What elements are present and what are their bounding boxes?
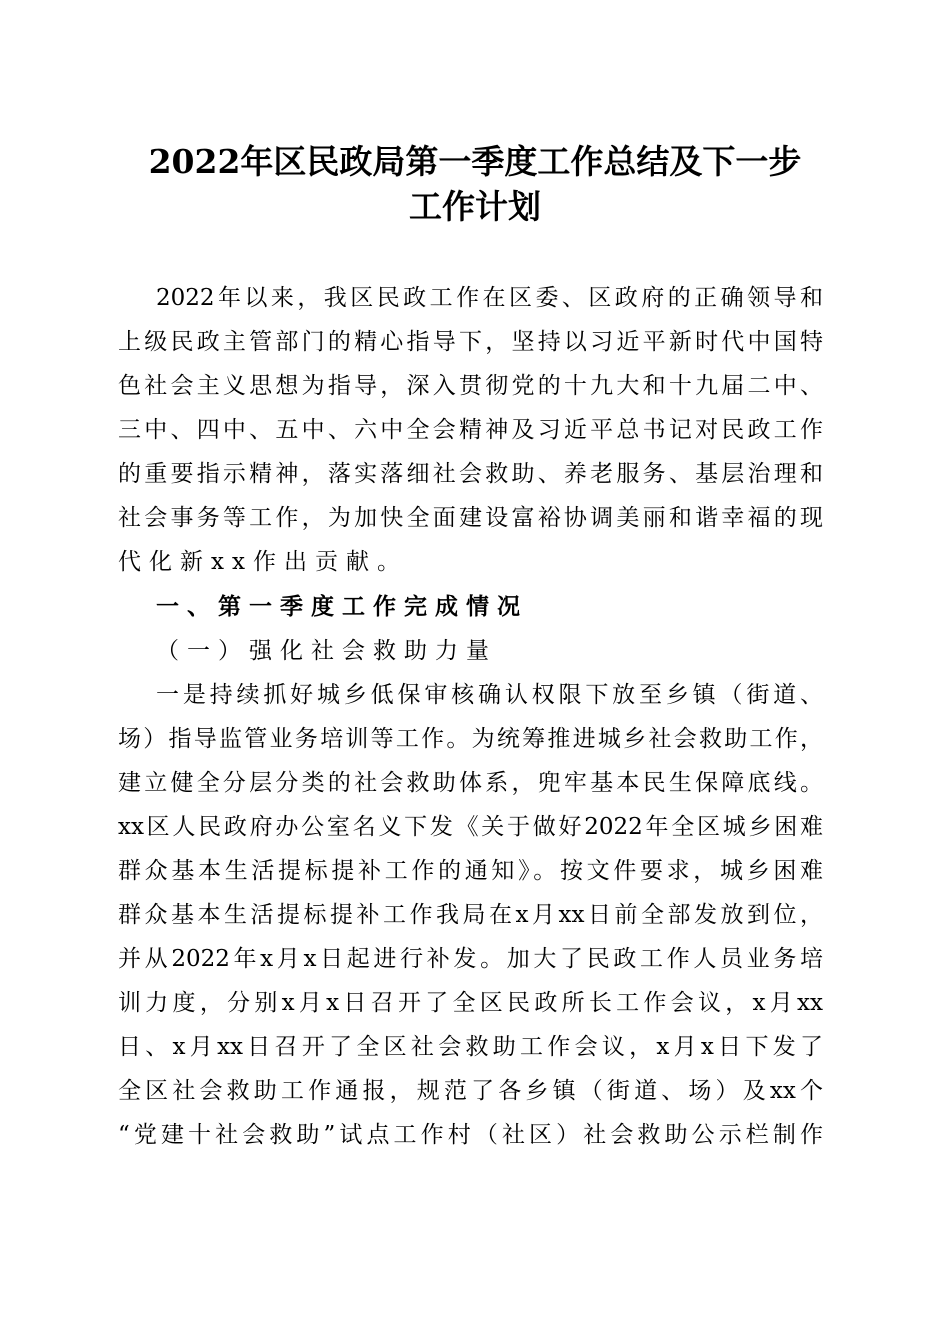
intro-line: 社会事务等工作，为加快全面建设富裕协调美丽和谐幸福的现 [118,505,823,531]
body-line: 建立健全分层分类的社会救助体系，兜牢基本民生保障底线。 [118,770,823,796]
document-title-line-1: 2022年区民政局第一季度工作总结及下一步 [148,142,802,181]
intro-line: 代化新xx作出贡献。 [118,549,408,575]
intro-line: 2022年以来，我区民政工作在区委、区政府的正确领导和 [156,285,823,311]
body-line: 全区社会救助工作通报，规范了各乡镇（街道、场）及xx个 [118,1078,823,1104]
subsection-heading: （一）强化社会救助力量 [156,638,497,664]
body-line: “党建十社会救助”试点工作村（社区）社会救助公示栏制作 [118,1122,823,1148]
body-line: xx区人民政府办公室名义下发《关于做好2022年全区城乡困难 [118,814,823,840]
body-line: 群众基本生活提标提补工作我局在x月xx日前全部发放到位， [118,902,823,928]
body-line: 训力度，分别x月x日召开了全区民政所长工作会议，x月xx [118,990,823,1016]
document-title-line-2: 工作计划 [409,187,541,226]
body-line: 日、x月xx日召开了全区社会救助工作会议，x月x日下发了 [118,1034,823,1060]
body-line: 场）指导监管业务培训等工作。为统筹推进城乡社会救助工作， [118,726,823,752]
intro-line: 三中、四中、五中、六中全会精神及习近平总书记对民政工作 [118,417,823,443]
body-line: 群众基本生活提标提补工作的通知》。按文件要求，城乡困难 [118,858,823,884]
section-heading: 一、第一季度工作完成情况 [156,594,528,620]
body-line: 并从2022年x月x日起进行补发。加大了民政工作人员业务培 [118,946,823,972]
intro-line: 的重要指示精神，落实落细社会救助、养老服务、基层治理和 [118,461,823,487]
intro-line: 色社会主义思想为指导，深入贯彻党的十九大和十九届二中、 [118,373,823,399]
intro-line: 上级民政主管部门的精心指导下，坚持以习近平新时代中国特 [118,329,823,355]
body-line: 一是持续抓好城乡低保审核确认权限下放至乡镇（街道、 [156,682,823,708]
